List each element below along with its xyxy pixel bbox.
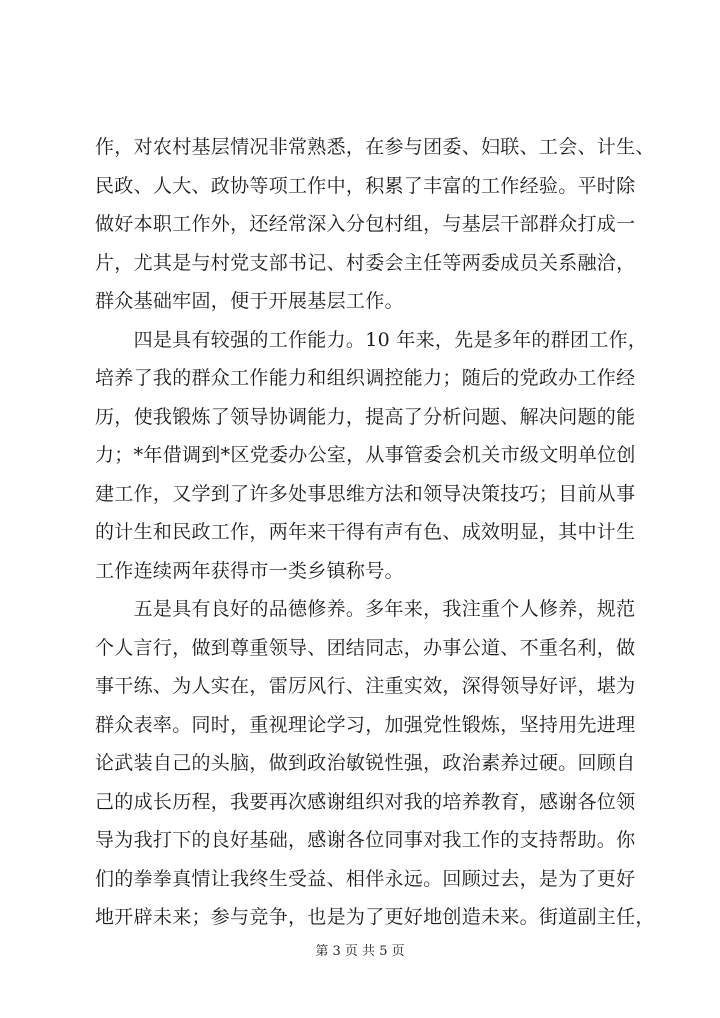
body-text [95,128,655,937]
text-line: 做好本职工作外，还经常深入分包村组，与基层干部群众打成一 [95,213,636,235]
text-line: 群众基础牢固，便于开展基层工作。 [95,290,404,312]
text-line: 们的拳拳真情让我终生受益、相伴永远。回顾过去，是为了更好 [95,867,636,890]
text-line: 工作连续两年获得市一类乡镇称号。 [95,559,404,582]
page-number-footer: 第 3 页 共 5 页 [315,944,405,959]
text-line: 民政、人大、政协等项工作中，积累了丰富的工作经验。平时除 [95,174,636,197]
text-line: 培养了我的群众工作能力和组织调控能力；随后的党政办工作经 [95,367,636,389]
text-line: 五是具有良好的品德修养。多年来，我注重个人修养，规范 [95,598,636,620]
text-line: 力；*年借调到*区党委办公室，从事管委会机关市级文明单位创 [95,444,636,466]
text-line: 的计生和民政工作，两年来干得有声有色、成效明显，其中计生 [95,521,636,543]
text-line: 己的成长历程，我要再次感谢组织对我的培养教育，感谢各位领 [95,790,636,813]
text-line: 个人言行，做到尊重领导、团结同志，办事公道、不重名利，做 [95,636,636,659]
text-line: 建工作，又学到了许多处事思维方法和领导决策技巧；目前从事 [95,482,636,505]
text-line: 导为我打下的良好基础，感谢各位同事对我工作的支持帮助。你 [95,829,636,851]
text-line: 历，使我锻炼了领导协调能力，提高了分析问题、解决问题的能 [95,405,636,428]
text-line: 事干练、为人实在，雷厉风行、注重实效，深得领导好评，堪为 [95,675,636,697]
text-line: 群众表率。同时，重视理论学习，加强党性锻炼，坚持用先进理 [95,713,636,736]
text-line: 片，尤其是与村党支部书记、村委会主任等两委成员关系融洽， [95,251,636,274]
text-line: 作，对农村基层情况非常熟悉，在参与团委、妇联、工会、计生、 [95,136,655,158]
text-line: 地开辟未来；参与竞争，也是为了更好地创造未来。街道副主任， [95,906,655,928]
text-line: 论武装自己的头脑，做到政治敏锐性强，政治素养过硬。回顾自 [95,752,636,774]
text-line: 四是具有较强的工作能力。10 年来，先是多年的群团工作， [95,328,648,351]
